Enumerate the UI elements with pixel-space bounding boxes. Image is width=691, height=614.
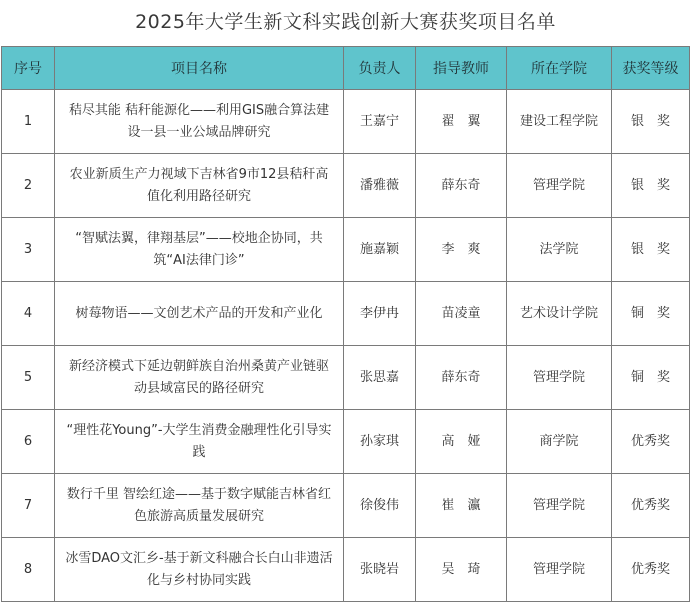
cell-advisor: 吴 琦 — [416, 538, 507, 602]
cell-advisor: 高 娅 — [416, 410, 507, 474]
cell-advisor: 李 爽 — [416, 218, 507, 282]
cell-project: “智赋法翼，律翔基层”——校地企协同，共筑“AI法律门诊” — [55, 218, 344, 282]
cell-no: 1 — [2, 90, 55, 154]
cell-project: “理性花Young”-大学生消费金融理性化引导实践 — [55, 410, 344, 474]
cell-leader: 潘雅薇 — [344, 154, 416, 218]
cell-no: 6 — [2, 410, 55, 474]
cell-leader: 张晓岩 — [344, 538, 416, 602]
table-row — [2, 410, 690, 474]
cell-college: 法学院 — [507, 218, 612, 282]
cell-no: 5 — [2, 346, 55, 410]
cell-project: 冰雪DAO文汇乡-基于新文科融合长白山非遗活化与乡村协同实践 — [55, 538, 344, 602]
table-row — [2, 282, 690, 346]
cell-project: 秸尽其能 秸秆能源化——利用GIS融合算法建设一县一业公域品牌研究 — [55, 90, 344, 154]
awards-table — [1, 46, 690, 602]
cell-advisor: 翟 翼 — [416, 90, 507, 154]
cell-advisor: 薛东奇 — [416, 346, 507, 410]
header-project: 项目名称 — [55, 47, 344, 90]
cell-college: 管理学院 — [507, 538, 612, 602]
cell-leader: 孙家琪 — [344, 410, 416, 474]
cell-college: 管理学院 — [507, 154, 612, 218]
cell-award: 银 奖 — [612, 218, 690, 282]
table-row — [2, 154, 690, 218]
header-no: 序号 — [2, 47, 55, 90]
cell-leader: 李伊冉 — [344, 282, 416, 346]
header-award: 获奖等级 — [612, 47, 690, 90]
cell-advisor: 薛东奇 — [416, 154, 507, 218]
cell-college: 管理学院 — [507, 474, 612, 538]
cell-leader: 徐俊伟 — [344, 474, 416, 538]
cell-project: 树莓物语——文创艺术产品的开发和产业化 — [55, 282, 344, 346]
cell-leader: 王嘉宁 — [344, 90, 416, 154]
cell-project: 新经济模式下延边朝鲜族自治州桑黄产业链驱动县域富民的路径研究 — [55, 346, 344, 410]
cell-leader: 施嘉颖 — [344, 218, 416, 282]
cell-no: 3 — [2, 218, 55, 282]
cell-award: 优秀奖 — [612, 410, 690, 474]
header-row — [2, 47, 690, 90]
cell-college: 建设工程学院 — [507, 90, 612, 154]
cell-award: 银 奖 — [612, 90, 690, 154]
cell-college: 商学院 — [507, 410, 612, 474]
cell-no: 4 — [2, 282, 55, 346]
cell-award: 铜 奖 — [612, 346, 690, 410]
table-row — [2, 346, 690, 410]
cell-advisor: 崔 瀛 — [416, 474, 507, 538]
cell-advisor: 苗凌童 — [416, 282, 507, 346]
cell-college: 管理学院 — [507, 346, 612, 410]
cell-college: 艺术设计学院 — [507, 282, 612, 346]
cell-project: 农业新质生产力视域下吉林省9市12县秸秆高值化利用路径研究 — [55, 154, 344, 218]
cell-no: 8 — [2, 538, 55, 602]
cell-project: 数行千里 智绘红途——基于数字赋能吉林省红色旅游高质量发展研究 — [55, 474, 344, 538]
cell-award: 银 奖 — [612, 154, 690, 218]
cell-no: 2 — [2, 154, 55, 218]
cell-award: 优秀奖 — [612, 538, 690, 602]
cell-leader: 张思嘉 — [344, 346, 416, 410]
table-row — [2, 90, 690, 154]
header-leader: 负责人 — [344, 47, 416, 90]
cell-no: 7 — [2, 474, 55, 538]
header-advisor: 指导教师 — [416, 47, 507, 90]
table-row — [2, 538, 690, 602]
table-row — [2, 474, 690, 538]
page-title: 2025年大学生新文科实践创新大赛获奖项目名单 — [135, 11, 556, 33]
cell-award: 铜 奖 — [612, 282, 690, 346]
header-college: 所在学院 — [507, 47, 612, 90]
cell-award: 优秀奖 — [612, 474, 690, 538]
table-row — [2, 218, 690, 282]
